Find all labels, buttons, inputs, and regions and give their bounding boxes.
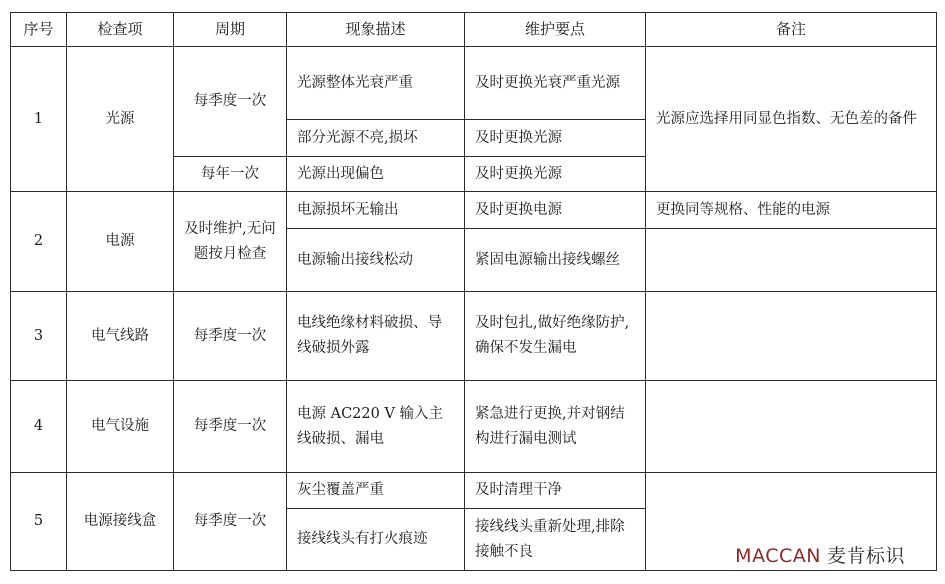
- description: 部分光源不亮,损坏: [287, 120, 465, 157]
- row-number: 3: [11, 292, 67, 381]
- description: 电线绝缘材料破损、导线破损外露: [287, 292, 465, 381]
- table-row: [11, 192, 937, 229]
- row-number: 4: [11, 381, 67, 473]
- maintenance-action: 及时包扎,做好绝缘防护,确保不发生漏电: [465, 292, 646, 381]
- check-item: 电气设施: [67, 381, 174, 473]
- maintenance-action: 及时更换光源: [465, 157, 646, 192]
- header-no: 序号: [11, 13, 67, 47]
- notes-empty: [646, 229, 937, 292]
- header-item: 检查项: [67, 13, 174, 47]
- notes-empty: [646, 292, 937, 381]
- period: 及时维护,无问题按月检查: [174, 192, 287, 292]
- row-number: 1: [11, 47, 67, 192]
- period: 每季度一次: [174, 473, 287, 571]
- maintenance-action: 紧急进行更换,并对钢结构进行漏电测试: [465, 381, 646, 473]
- maintenance-table: [10, 12, 937, 571]
- maintenance-action: 及时更换光衰严重光源: [465, 47, 646, 120]
- header-row: [11, 13, 937, 47]
- check-item: 电源接线盒: [67, 473, 174, 571]
- period: 每年一次: [174, 157, 287, 192]
- notes: 更换同等规格、性能的电源: [646, 192, 937, 229]
- header-description: 现象描述: [287, 13, 465, 47]
- check-item: 电气线路: [67, 292, 174, 381]
- check-item: 电源: [67, 192, 174, 292]
- description: 光源出现偏色: [287, 157, 465, 192]
- header-notes: 备注: [646, 13, 937, 47]
- row-number: 2: [11, 192, 67, 292]
- maintenance-action: 及时更换光源: [465, 120, 646, 157]
- header-period: 周期: [174, 13, 287, 47]
- description: 电源损坏无输出: [287, 192, 465, 229]
- maintenance-action: 及时清理干净: [465, 473, 646, 509]
- description: 电源输出接线松动: [287, 229, 465, 292]
- watermark-cn: 麦肯标识: [826, 545, 905, 567]
- brand-watermark: [735, 541, 905, 568]
- notes: 光源应选择用同显色指数、无色差的备件: [646, 47, 937, 192]
- row-number: 5: [11, 473, 67, 571]
- maintenance-action: 接线线头重新处理,排除接触不良: [465, 509, 646, 571]
- description: 灰尘覆盖严重: [287, 473, 465, 509]
- table-row: [11, 47, 937, 120]
- table-row: [11, 381, 937, 473]
- description: 光源整体光衰严重: [287, 47, 465, 120]
- period: 每季度一次: [174, 47, 287, 157]
- table-row: [11, 473, 937, 509]
- notes-empty: [646, 381, 937, 473]
- period: 每季度一次: [174, 292, 287, 381]
- check-item: 光源: [67, 47, 174, 192]
- maintenance-action: 紧固电源输出接线螺丝: [465, 229, 646, 292]
- description: 电源 AC220 V 输入主线破损、漏电: [287, 381, 465, 473]
- table-row: [11, 292, 937, 381]
- period: 每季度一次: [174, 381, 287, 473]
- header-maintenance: 维护要点: [465, 13, 646, 47]
- description: 接线线头有打火痕迹: [287, 509, 465, 571]
- maintenance-action: 及时更换电源: [465, 192, 646, 229]
- watermark-brand: MACCAN: [735, 545, 821, 567]
